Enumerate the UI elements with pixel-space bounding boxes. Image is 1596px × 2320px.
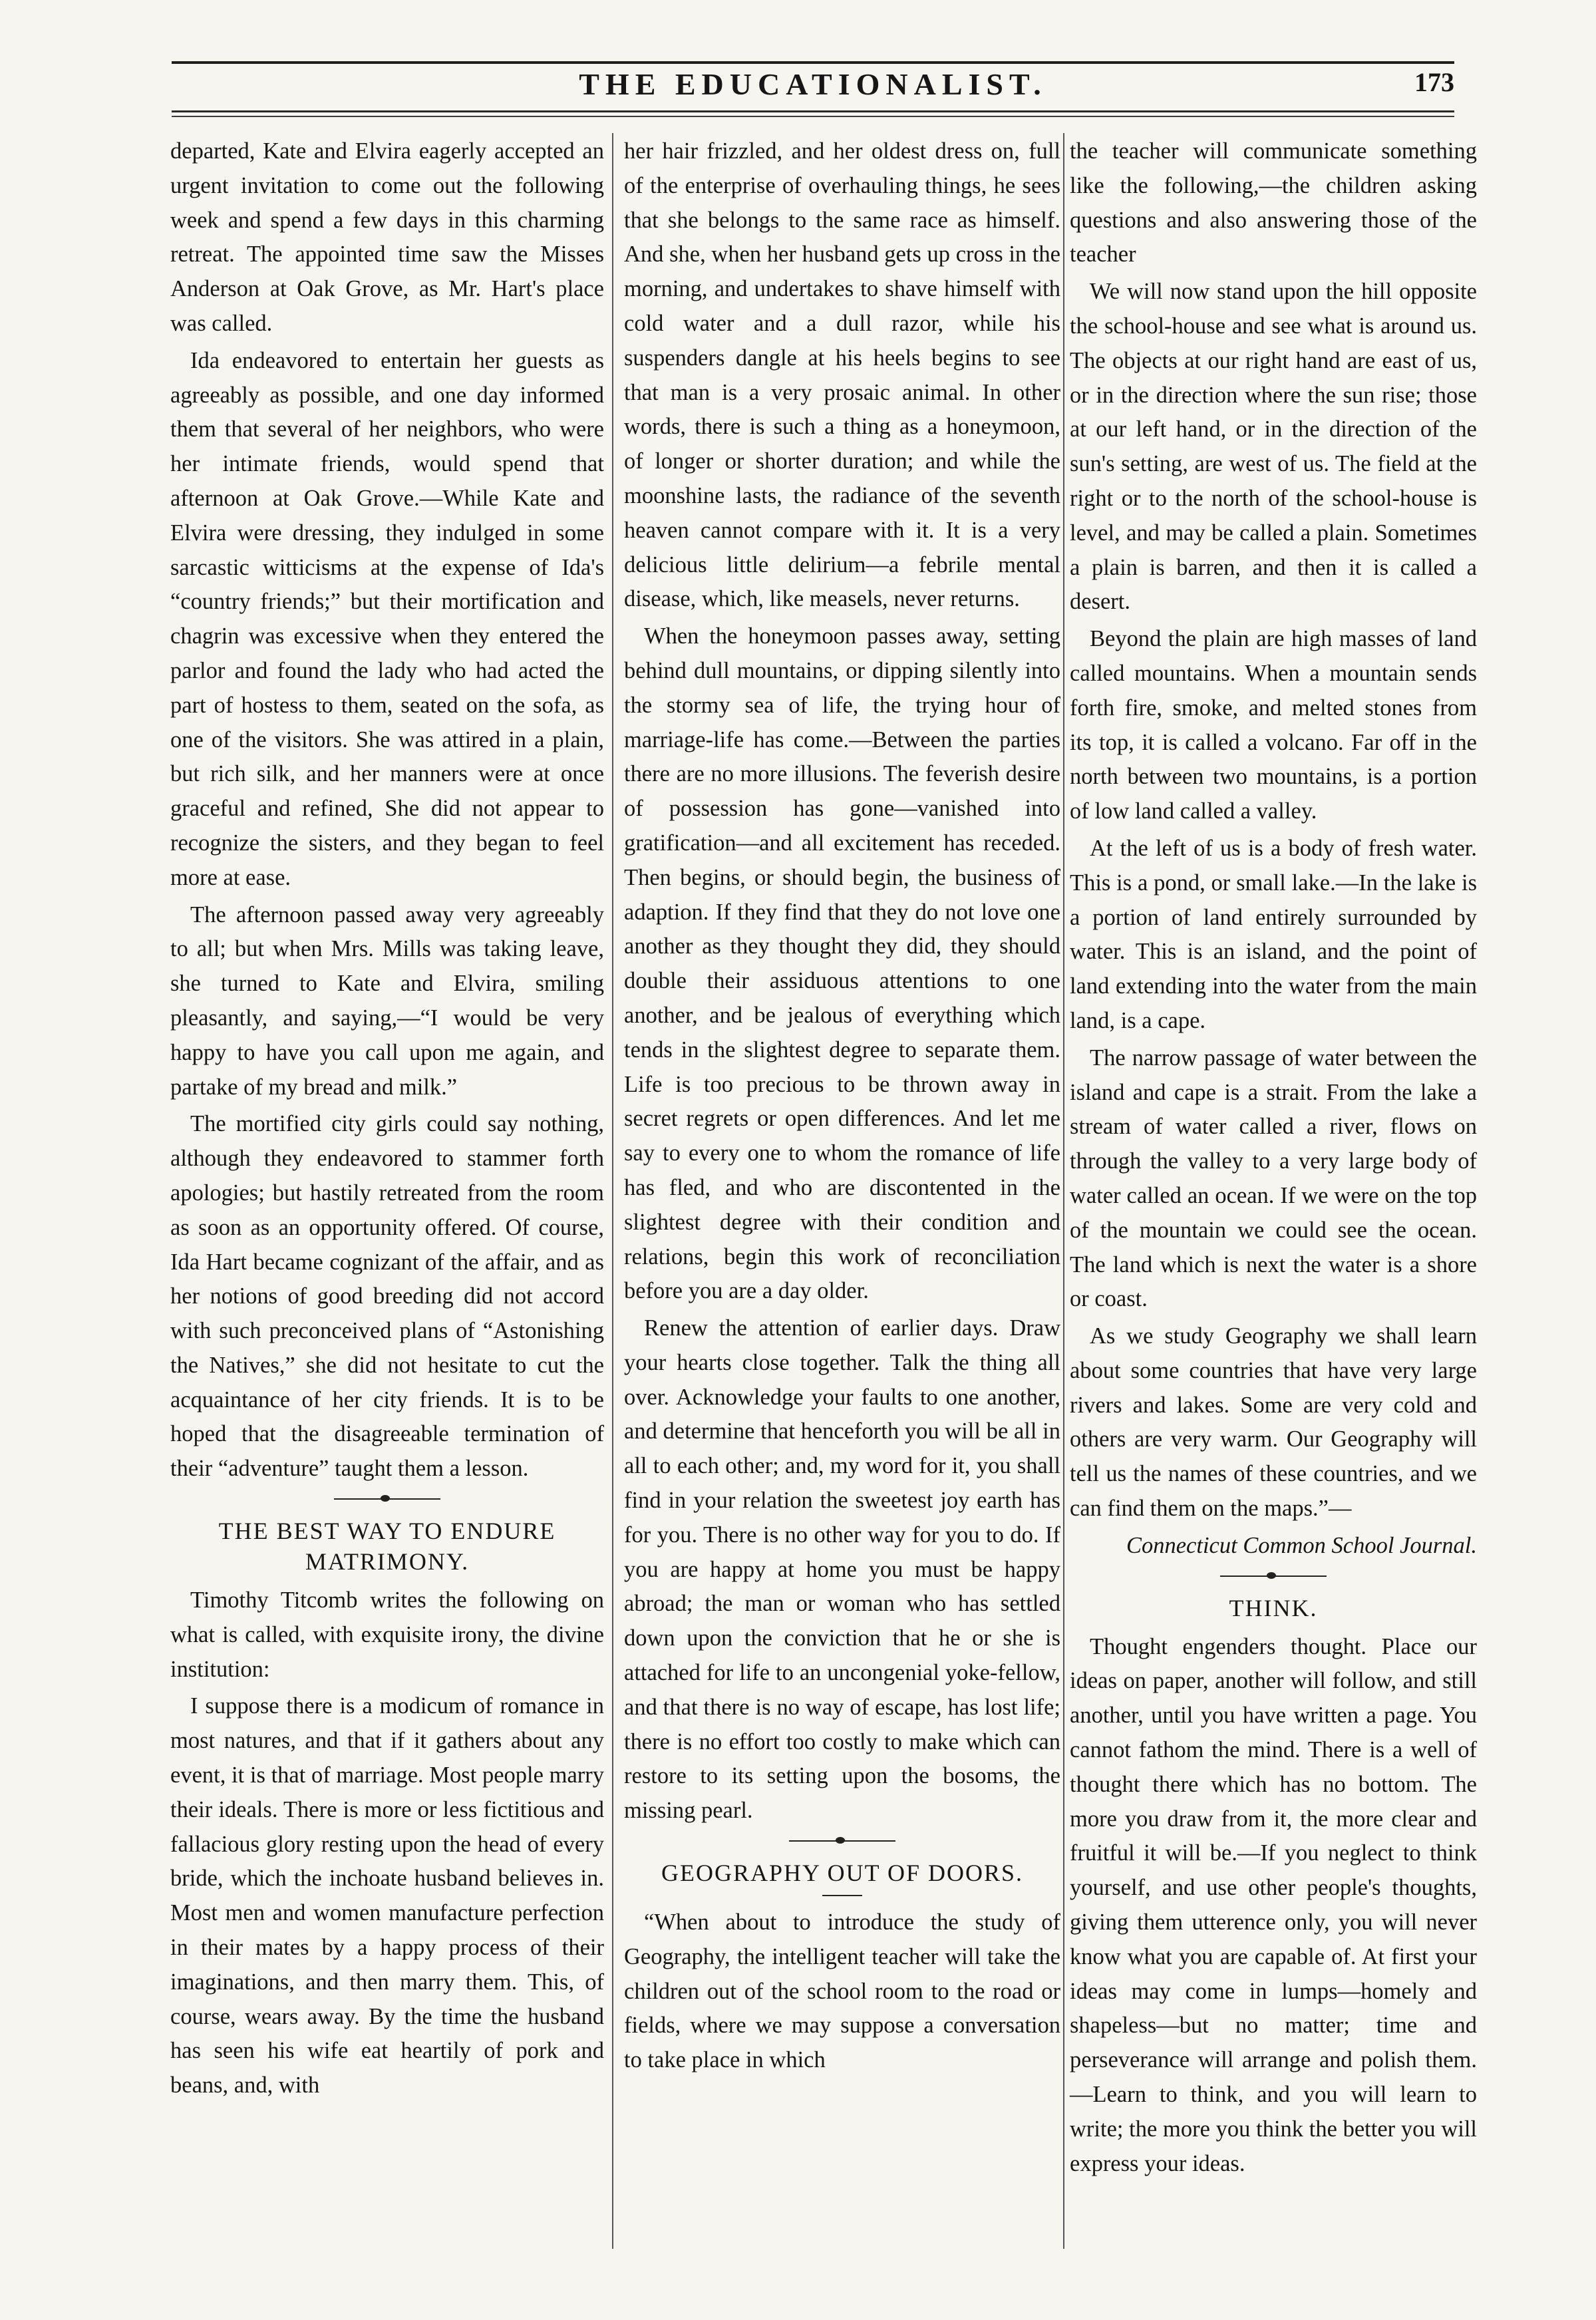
paragraph: I suppose there is a modicum of romance in most natures, and that if it gathers about any event, it is that of marriage. Most people marry their ideals. There is more or less fictitious and fallacious glory resting upon the head of every bride, which the inchoate husband believes in. Most men and women manufacture perfection in their mates by a happy process of their imaginations, and then marry them. This, of course, wears away. By the time the husband has seen his wife eat heartily of pork and beans, and, with <box>170 1693 604 2098</box>
running-head <box>172 67 1454 105</box>
article-heading-matrimony: THE BEST WAY TO ENDURE MATRIMONY. <box>218 1518 556 1575</box>
paragraph: When the honeymoon passes away, setting behind dull mountains, or dipping silently into the stormy sea of life, the trying hour of marriage-life has come.—Between the parties there are no more illusions. The feverish desire of possession has gone—vanished into gratification—and all excitement has receded. Then begins, or should begin, the business of adaption. If they find that they do not love one another as they thought they did, they should double their assiduous attentions to one another, and be jealous of everything which tends in the slightest degree to separate them. Life is too precious to be thrown away in secret regrets or open differences. And let me say to every one to whom the romance of life has fled, and who are discontented in the slightest degree with their condition and relations, begin this work of reconciliation before you are a day older. <box>624 623 1060 1304</box>
paragraph: The mortified city girls could say nothing, although they endeavored to stammer forth apologies; but hastily retreated from the room as soon as an opportunity offered. Of course, Ida Hart became cognizant of the affair, and as her notions of good breeding did not accord with such preconceived plans of “Astonishing the Natives,” she did not hesitate to cut the acquaintance of her city friends. It is to be hoped that the disagreeable termination of their “adventure” taught them a lesson. <box>170 1111 604 1482</box>
column-middle <box>624 134 1060 2080</box>
paragraph: We will now stand upon the hill opposite the school-house and see what is around us. The objects at our right hand are east of us, or in the direction where the sun rise; those at our left hand, or in the direction of the sun's setting, are west of us. The field at the right or to the north of the school-house is level, and may be called a plain. Sometimes a plain is barren, and then it is called a desert. <box>1070 279 1477 615</box>
article-heading-geography: GEOGRAPHY OUT OF DOORS. <box>661 1860 1024 1887</box>
paragraph: Timothy Titcomb writes the following on what is called, with exquisite irony, the divine institution: <box>170 1587 604 1682</box>
header-rule-top <box>172 61 1454 64</box>
paragraph: Ida endeavored to entertain her guests as agreeably as possible, and one day informed them that several of her neighbors, who were her intimate friends, would spend that afternoon at Oak Grove.—While Kate and Elvira were dressing, they indulged in some sarcastic witticisms at the expense of Ida's “country friends;” but their mortification and chagrin was excessive when they entered the parlor and found the lady who had acted the part of hostess to them, seated on the sofa, as one of the visitors. She was attired in a plain, but rich silk, and her manners were at once graceful and refined, She did not appear to recognize the sisters, and they began to feel more at ease. <box>170 347 604 890</box>
column-divider-left <box>612 133 613 2249</box>
section-ornament <box>1220 1572 1327 1581</box>
paragraph: the teacher will communicate something like the following,—the children asking questions and also answering those of the teacher <box>1070 138 1477 267</box>
paragraph: departed, Kate and Elvira eagerly accepted an urgent invitation to come out the following week and spend a few days in this charming retreat. The appointed time saw the Misses Anderson at Oak Grove, as Mr. Hart's place was called. <box>170 138 604 336</box>
paragraph: As we study Geography we shall learn about some countries that have very large rivers and lakes. Some are very cold and others are very warm. Our Geography will tell us the names of these countries, and we can find them on the maps.”— <box>1070 1323 1477 1522</box>
heading-rule <box>822 1895 862 1896</box>
column-divider-right <box>1063 133 1064 2249</box>
paragraph: Thought engenders thought. Place our ideas on paper, another will follow, and still another, until you have written a page. You cannot fathom the mind. There is a well of thought there which has no bottom. The more you draw from it, the more clear and fruitful it will be.—If you neglect to think yourself, and use other people's thoughts, giving them utterence only, you will never know what you are capable of. At first your ideas may come in lumps—homely and shapeless—but no matter; time and perseverance will arrange and polish them.—Learn to think, and you will learn to write; the more you think the better you will express your ideas. <box>1070 1633 1477 2176</box>
paragraph: At the left of us is a body of fresh water. This is a pond, or small lake.—In the lake is a portion of land entirely surrounded by water. This is an island, and the point of land extending into the water from the main land, is a cape. <box>1070 835 1477 1033</box>
paragraph: Renew the attention of earlier days. Draw your hearts close together. Talk the thing all over. Acknowledge your faults to one another, and determine that henceforth you will be all in all to each other; and, my word for it, you shall find in your relation the sweetest joy earth has for you. There is no other way for you to do. If you are happy at home you must be happy abroad; the man or woman who has settled down upon the conviction that he or she is attached for life to an uncongenial yoke-fellow, and that there is no way of escape, has lost life; there is no effort too costly to make which can restore to its setting upon the bosoms, the missing pearl. <box>624 1315 1060 1824</box>
page-number: 173 <box>1414 67 1454 97</box>
source-attribution: Connecticut Common School Journal. <box>1126 1532 1477 1558</box>
running-title: THE EDUCATIONALIST. <box>579 67 1047 101</box>
paragraph: her hair frizzled, and her oldest dress on, full of the enterprise of overhauling things, he sees that she belongs to the same race as himself. And she, when her husband gets up cross in the morning, and undertakes to shave himself with cold water and a dull razor, while his suspenders dangle at his heels begins to see that man is a very prosaic animal. In other words, there is such a thing as a honeymoon, of longer or shorter duration; and while the moonshine lasts, the radiance of the seventh heaven cannot compare with it. It is a very delicious little delirium—a febrile mental disease, which, like measels, never returns. <box>624 138 1060 612</box>
section-ornament <box>334 1494 440 1504</box>
paragraph: The afternoon passed away very agreeably to all; but when Mrs. Mills was taking leave, she turned to Kate and Elvira, smiling pleasantly, and saying,—“I would be very happy to have you call upon me again, and partake of my bread and milk.” <box>170 902 604 1100</box>
header-rule-bottom <box>172 110 1454 112</box>
article-heading-think: THINK. <box>1229 1594 1318 1621</box>
paragraph: The narrow passage of water between the island and cape is a strait. From the lake a stream of water called a river, flows on through the valley to a very large body of water called an ocean. If we were on the top of the mountain we could see the ocean. The land which is next the water is a shore or coast. <box>1070 1045 1477 1312</box>
paragraph: Beyond the plain are high masses of land called mountains. When a mountain sends forth fire, smoke, and melted stones from its top, it is called a volcano. Far off in the north between two mountains, is a portion of low land called a valley. <box>1070 626 1477 824</box>
header-rule-bottom-thin <box>172 116 1454 117</box>
paragraph: “When about to introduce the study of Geography, the intelligent teacher will take the children out of the school room to the road or fields, where we may suppose a conversation to take place in which <box>624 1909 1060 2073</box>
column-left <box>170 134 604 2106</box>
column-right <box>1070 134 1477 2184</box>
section-ornament <box>789 1836 895 1846</box>
